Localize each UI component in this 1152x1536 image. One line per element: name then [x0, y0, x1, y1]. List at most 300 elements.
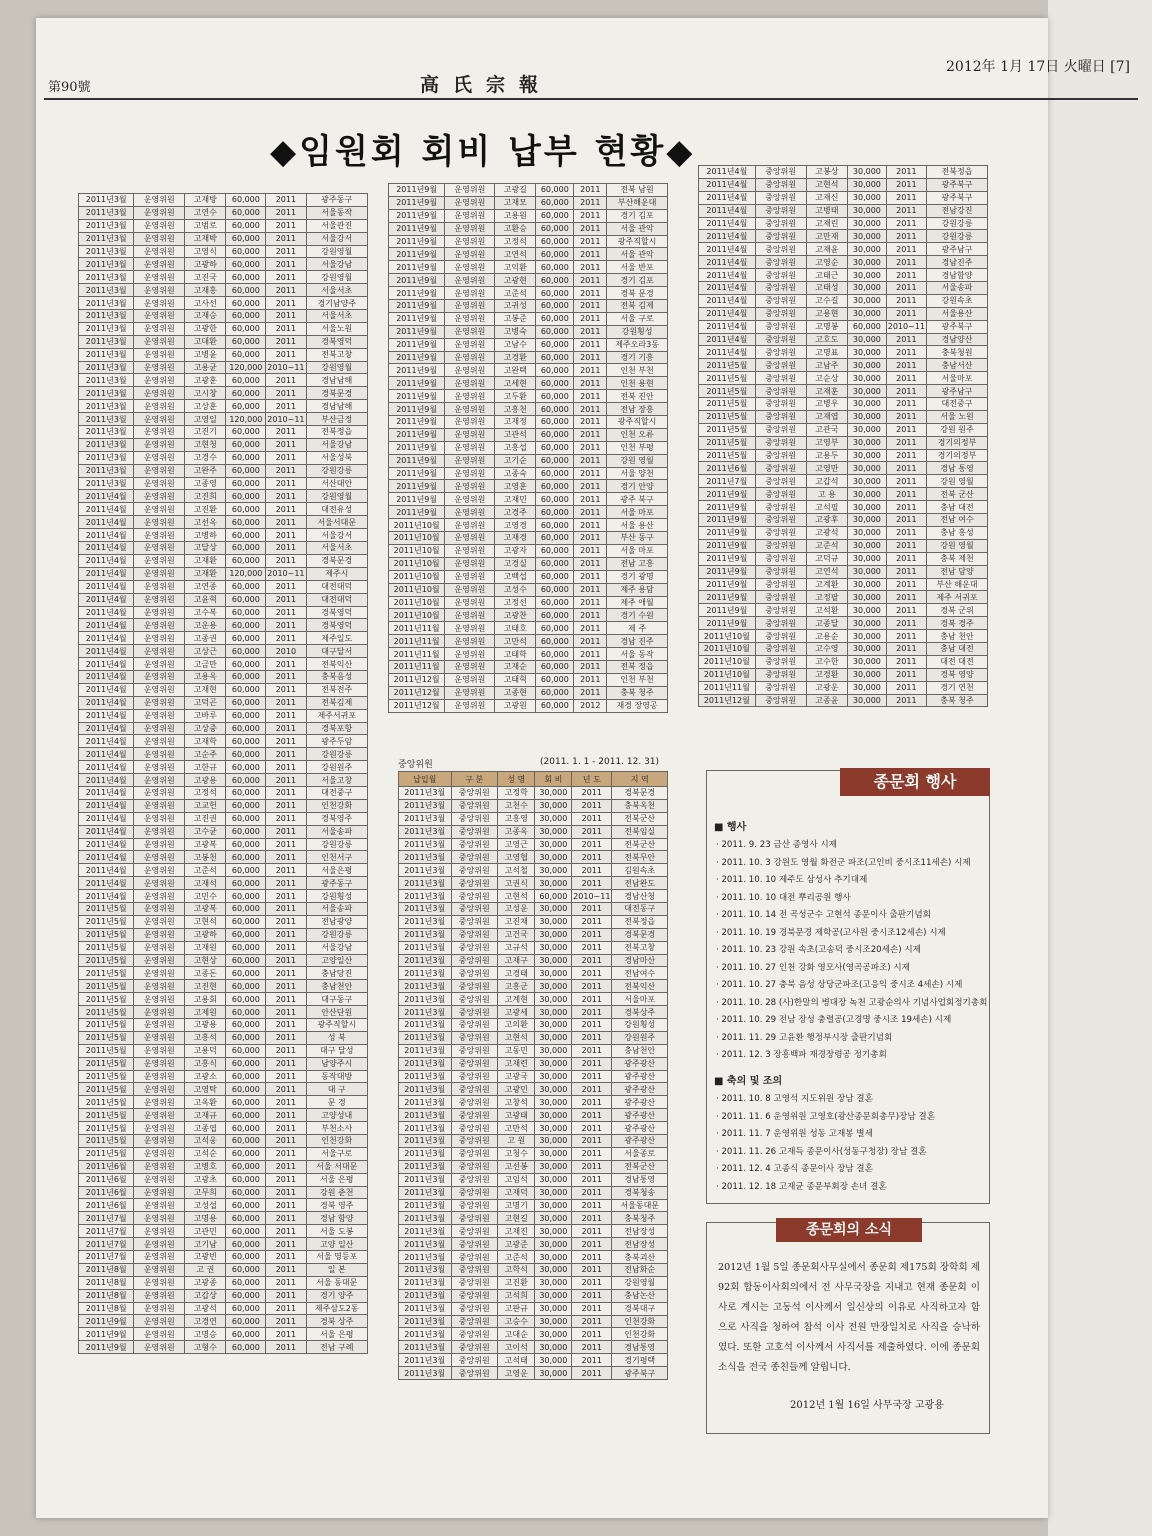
table-cell: 30,000 [848, 359, 887, 372]
table-cell: 2011 [572, 993, 612, 1006]
table-cell: 고대순 [498, 1328, 535, 1341]
table-row [699, 410, 988, 423]
table-row [79, 980, 368, 993]
table-cell: 고양성내 [306, 1109, 367, 1122]
table-cell: 120,000 [226, 361, 266, 374]
table-cell: 60,000 [226, 683, 266, 696]
table-cell: 2011년3월 [399, 799, 452, 812]
table-row [699, 217, 988, 230]
table-cell: 광주남구 [926, 243, 987, 256]
table-cell: 고영훈 [495, 480, 536, 493]
table-cell: 중앙위원 [451, 877, 498, 890]
table-cell: 30,000 [535, 1263, 572, 1276]
table-cell: 2011 [886, 372, 926, 385]
table-cell: 고교헌 [185, 799, 226, 812]
table-cell: 60,000 [226, 1083, 266, 1096]
table-cell: 2011 [572, 1225, 612, 1238]
table-cell: 운영위원 [445, 184, 495, 197]
table-cell: 고광용 [185, 1019, 226, 1032]
table-cell: 강원강릉 [306, 838, 367, 851]
table-cell: 고병태 [806, 204, 847, 217]
news-title: 종문회의 소식 [776, 1218, 922, 1242]
table-cell: 60,000 [226, 284, 266, 297]
table-cell: 60,000 [536, 480, 574, 493]
table-cell: 고계환 [806, 578, 847, 591]
table-cell: 고대환 [185, 335, 226, 348]
table-cell: 30,000 [848, 501, 887, 514]
table-cell: 제주오라3동 [607, 338, 668, 351]
table-row [79, 1173, 368, 1186]
table-cell: 운영위원 [134, 761, 185, 774]
table-cell: 2011 [266, 967, 306, 980]
table-cell: 2011 [572, 1006, 612, 1019]
table-cell: 2011년4월 [79, 722, 134, 735]
table-row [389, 699, 668, 712]
table-cell: 서울 서대문 [306, 1160, 367, 1173]
table-cell: 2011년10월 [389, 532, 445, 545]
table-cell: 2011년3월 [399, 1367, 452, 1380]
table-cell: 60,000 [226, 722, 266, 735]
table-cell: 경북상주 [612, 1006, 668, 1019]
table-cell: 서울성북 [306, 451, 367, 464]
table-cell: 60,000 [536, 209, 574, 222]
table-cell: 운영위원 [445, 544, 495, 557]
table-row [389, 570, 668, 583]
table-row [389, 609, 668, 622]
table-cell: 2011 [266, 954, 306, 967]
table-cell: 30,000 [848, 269, 887, 282]
table-cell: 60,000 [536, 583, 574, 596]
table-row [399, 890, 668, 903]
table-row [399, 1019, 668, 1032]
table-cell: 고순주 [185, 748, 226, 761]
table-cell: 경북 영양 [926, 668, 987, 681]
table-cell: 서울 은평 [306, 1173, 367, 1186]
table-cell: 2011 [574, 686, 607, 699]
table-row [399, 993, 668, 1006]
table-cell: 운영위원 [445, 609, 495, 622]
table-cell: 2011 [886, 539, 926, 552]
table-cell: 30,000 [848, 668, 887, 681]
table-cell: 2011년3월 [399, 1057, 452, 1070]
table-cell: 2011 [886, 423, 926, 436]
table-cell: 중앙위원 [451, 799, 498, 812]
table-cell: 2011년12월 [389, 673, 445, 686]
table-cell: 2011년9월 [389, 209, 445, 222]
table-cell: 고청수 [498, 1147, 535, 1160]
table-cell: 고종영 [185, 477, 226, 490]
table-cell: 30,000 [848, 230, 887, 243]
table-cell: 충남서산 [926, 359, 987, 372]
table-cell: 2011년9월 [79, 1315, 134, 1328]
table-cell: 2011 [572, 787, 612, 800]
table-cell: 30,000 [535, 1109, 572, 1122]
table-row [699, 488, 988, 501]
table-cell: 운영위원 [134, 206, 185, 219]
table-row [699, 514, 988, 527]
table-cell: 2011 [886, 514, 926, 527]
table-cell: 2011년3월 [399, 1238, 452, 1251]
table-cell: 2011년9월 [389, 390, 445, 403]
table-cell: 고용현 [806, 307, 847, 320]
table-row [79, 490, 368, 503]
table-cell: 운영위원 [134, 451, 185, 464]
table-cell: 고광자 [495, 544, 536, 557]
table-cell: 2011년3월 [399, 1302, 452, 1315]
table-cell: 중앙위원 [451, 890, 498, 903]
table-cell: 2011년3월 [79, 297, 134, 310]
table-cell: 운영위원 [134, 632, 185, 645]
table-cell: 30,000 [535, 1057, 572, 1070]
table-cell: 고현길 [498, 1212, 535, 1225]
table-cell: 전북 김제 [607, 300, 668, 313]
table-cell: 서울 관악 [607, 222, 668, 235]
table-row [389, 544, 668, 557]
table-cell: 2011 [886, 449, 926, 462]
table-cell: 고재현 [185, 683, 226, 696]
table-cell: 운영위원 [134, 374, 185, 387]
table-cell: 경기 김포 [607, 274, 668, 287]
news-signature: 2012년 1월 16일 사무국장 고광용 [790, 1400, 944, 1411]
table-cell: 고광용 [185, 774, 226, 787]
table-cell: 중앙위원 [451, 1251, 498, 1264]
table-row [389, 390, 668, 403]
table-cell: 고수복 [185, 606, 226, 619]
table-row [399, 799, 668, 812]
table-cell: 2011년3월 [399, 954, 452, 967]
table-cell: 고흥영 [498, 812, 535, 825]
table-row [79, 812, 368, 825]
table-cell: 고재진 [498, 1225, 535, 1238]
table-cell: 운영위원 [134, 993, 185, 1006]
table-cell: 2011 [886, 488, 926, 501]
table-row [399, 1315, 668, 1328]
table-row [79, 890, 368, 903]
table-cell: 2011 [266, 593, 306, 606]
table-cell: 2011 [266, 284, 306, 297]
table-cell: 중앙위원 [755, 501, 806, 514]
table-cell: 중앙위원 [451, 1109, 498, 1122]
table-cell: 고명용 [185, 1212, 226, 1225]
table-cell: 2011년9월 [389, 493, 445, 506]
table-row [699, 372, 988, 385]
table-row [699, 333, 988, 346]
table-cell: 30,000 [848, 256, 887, 269]
table-cell: 중앙위원 [451, 954, 498, 967]
table-cell: 중앙위원 [451, 1044, 498, 1057]
table-cell: 2011년4월 [79, 516, 134, 529]
table-row [79, 413, 368, 426]
table-cell: 인천서구 [306, 851, 367, 864]
table-cell: 강원횡성 [607, 325, 668, 338]
table-row [399, 1173, 668, 1186]
table-cell: 2011 [572, 967, 612, 980]
table-cell: 광주직할시 [607, 235, 668, 248]
table-cell: 2011년9월 [389, 377, 445, 390]
table-row [79, 1044, 368, 1057]
table-row [389, 506, 668, 519]
table-cell: 30,000 [535, 1199, 572, 1212]
table-row [699, 294, 988, 307]
table-cell: 고세현 [495, 377, 536, 390]
table-cell: 30,000 [535, 1289, 572, 1302]
table-cell: 60,000 [226, 542, 266, 555]
table-cell: 2011 [572, 1238, 612, 1251]
table-cell: 60,000 [536, 428, 574, 441]
table-cell: 고수한 [806, 655, 847, 668]
table-cell: 운영위원 [134, 1251, 185, 1264]
table-cell: 2011년9월 [389, 416, 445, 429]
table-cell: 운영위원 [134, 516, 185, 529]
table-cell: 2011년4월 [699, 191, 756, 204]
table-cell: 광주직할시 [306, 1019, 367, 1032]
table-cell: 30,000 [848, 604, 887, 617]
table-cell: 운영위원 [445, 673, 495, 686]
table-cell: 2011 [266, 941, 306, 954]
table-cell: 운영위원 [445, 506, 495, 519]
table-cell: 2011년10월 [389, 570, 445, 583]
table-row [699, 475, 988, 488]
table-cell: 30,000 [535, 864, 572, 877]
table-cell: 고 용 [806, 488, 847, 501]
table-cell: 운영위원 [134, 284, 185, 297]
table-row [389, 312, 668, 325]
table-cell: 60,000 [536, 635, 574, 648]
table-cell: 고흥석 [185, 1031, 226, 1044]
table-cell: 2011년10월 [699, 630, 756, 643]
table-cell: 고종엽 [185, 1122, 226, 1135]
table-cell: 경기 수원 [607, 609, 668, 622]
table-cell: 운영위원 [134, 503, 185, 516]
table-cell: 고경환 [495, 351, 536, 364]
table-cell: 고진국 [185, 271, 226, 284]
table-cell: 충남 대전 [926, 501, 987, 514]
table-cell: 고광훈 [185, 374, 226, 387]
table-row [699, 501, 988, 514]
table-row [79, 1225, 368, 1238]
table-cell: 운영위원 [134, 219, 185, 232]
table-cell: 중앙위원 [451, 928, 498, 941]
table-cell: 2011 [572, 1289, 612, 1302]
table-cell: 2011 [266, 670, 306, 683]
table-cell: 60,000 [226, 1044, 266, 1057]
table-cell: 60,000 [226, 503, 266, 516]
table-cell: 전북정읍 [612, 915, 668, 928]
table-cell: 2011년9월 [699, 617, 756, 630]
table-row [79, 774, 368, 787]
table-cell: 30,000 [535, 941, 572, 954]
table-cell: 고재린 [806, 217, 847, 230]
table-cell: 2011년7월 [699, 475, 756, 488]
table-row [399, 1135, 668, 1148]
table-cell: 운영위원 [134, 890, 185, 903]
table-cell: 60,000 [226, 941, 266, 954]
table-cell: 고흥식 [185, 1057, 226, 1070]
table-cell: 2011년5월 [699, 398, 756, 411]
table-cell: 2011 [886, 166, 926, 179]
table-cell: 운영위원 [134, 1135, 185, 1148]
table-cell: 2011 [266, 297, 306, 310]
table-cell: 2011년3월 [399, 1031, 452, 1044]
table-cell: 중앙위원 [451, 1083, 498, 1096]
table-cell: 2012 [574, 699, 607, 712]
table-cell: 경북 영주 [306, 1199, 367, 1212]
table-cell: 고광초 [185, 1173, 226, 1186]
table-row [389, 209, 668, 222]
table-cell: 60,000 [536, 519, 574, 532]
table-cell: 2011 [886, 359, 926, 372]
event-item: · 2011. 10. 29 전남 장성 충렬공(고경명 중시조 19세손) 시제 [716, 1015, 952, 1025]
table-row [399, 1070, 668, 1083]
table-cell: 60,000 [536, 377, 574, 390]
table-cell: 2011 [886, 436, 926, 449]
table-cell: 운영위원 [445, 196, 495, 209]
table-cell: 고익환 [495, 261, 536, 274]
table-cell: 2011 [266, 542, 306, 555]
event-item: · 2011. 10. 27 인천 강화 영모사(영곡공파조) 시제 [716, 962, 910, 973]
table-cell: 중앙위원 [755, 178, 806, 191]
table-cell: 고귀성 [495, 300, 536, 313]
table-cell: 고현석 [806, 178, 847, 191]
table-row [79, 1083, 368, 1096]
table-row [399, 1289, 668, 1302]
table-cell: 2011 [266, 915, 306, 928]
table-cell: 2011년4월 [79, 748, 134, 761]
table-cell: 고진기 [185, 426, 226, 439]
table-cell: 2011년4월 [79, 877, 134, 890]
table-cell: 2011년4월 [699, 230, 756, 243]
table-cell: 고영일 [185, 413, 226, 426]
table-cell: 2011년4월 [79, 593, 134, 606]
table-cell: 30,000 [535, 1354, 572, 1367]
table-cell: 서울 노원 [926, 410, 987, 423]
table-cell: 고승수 [498, 1315, 535, 1328]
table-row [79, 451, 368, 464]
table-row [79, 206, 368, 219]
table-cell: 중앙위원 [755, 243, 806, 256]
table-cell: 30,000 [535, 1044, 572, 1057]
table-cell: 중앙위원 [451, 1289, 498, 1302]
table-cell: 30,000 [848, 514, 887, 527]
table-cell: 2011년9월 [389, 467, 445, 480]
table-cell: 60,000 [226, 1031, 266, 1044]
table-cell: 30,000 [848, 462, 887, 475]
table-cell: 2011 [886, 630, 926, 643]
table-cell: 중앙위원 [755, 372, 806, 385]
table-cell: 경북문경 [612, 928, 668, 941]
table-cell: 운영위원 [445, 493, 495, 506]
table-cell: 고재학 [185, 735, 226, 748]
table-cell: 2010~11 [267, 414, 305, 424]
table-cell: 중앙위원 [755, 668, 806, 681]
table-cell: 2011 [572, 1354, 612, 1367]
table-cell: 2011년3월 [399, 1160, 452, 1173]
table-cell: 2011년4월 [79, 761, 134, 774]
table-row [399, 1122, 668, 1135]
table-cell: 2011 [266, 1031, 306, 1044]
table-cell: 2011 [266, 851, 306, 864]
table-cell: 2011 [574, 261, 607, 274]
table-row [79, 670, 368, 683]
table-cell: 2011년3월 [79, 219, 134, 232]
table-cell: 2011년3월 [79, 194, 134, 207]
table-cell: 60,000 [226, 245, 266, 258]
table-row [79, 696, 368, 709]
table-cell: 남양주시 [306, 1057, 367, 1070]
table-cell: 운영위원 [134, 1263, 185, 1276]
table-row [699, 630, 988, 643]
table-cell: 광주광산 [612, 1109, 668, 1122]
table-cell: 2011 [266, 1341, 306, 1354]
table-row [79, 438, 368, 451]
table-cell: 2011년5월 [79, 941, 134, 954]
table-cell: 중앙위원 [451, 1019, 498, 1032]
table-cell: 2011년10월 [699, 668, 756, 681]
table-row [699, 591, 988, 604]
table-cell: 2011년9월 [389, 261, 445, 274]
table-cell: 2011년4월 [79, 606, 134, 619]
table-cell: 2011년3월 [79, 232, 134, 245]
table-cell: 2011 [266, 696, 306, 709]
table-cell: 2011 [266, 890, 306, 903]
table-cell: 2011년11월 [389, 622, 445, 635]
table-cell: 2011 [572, 1251, 612, 1264]
table-cell: 고병하 [185, 529, 226, 542]
table-cell: 60,000 [226, 232, 266, 245]
table-cell: 60,000 [226, 606, 266, 619]
table-cell: 운영위원 [134, 1173, 185, 1186]
table-cell: 2011년4월 [699, 178, 756, 191]
event-item: · 2011. 10. 19 경북문경 제학공(고사원 중시조12세손) 시제 [716, 927, 946, 938]
table-row [399, 928, 668, 941]
table-cell: 2011년8월 [79, 1302, 134, 1315]
table-cell: 2011년5월 [699, 372, 756, 385]
table-cell: 제주시 [306, 567, 367, 580]
table-cell: 2011년10월 [699, 642, 756, 655]
table-cell: 30,000 [848, 526, 887, 539]
table-cell: 전북군산 [612, 838, 668, 851]
column-header: 년 도 [572, 772, 612, 787]
table-cell: 2011년5월 [79, 915, 134, 928]
table-cell: 전남여수 [612, 967, 668, 980]
table-cell: 2011년11월 [389, 635, 445, 648]
table-cell: 2011년3월 [399, 1173, 452, 1186]
table-cell: 전북군산 [612, 1160, 668, 1173]
table-cell: 2011 [574, 519, 607, 532]
table-row [389, 287, 668, 300]
table-row [399, 903, 668, 916]
table-cell: 2011년7월 [79, 1238, 134, 1251]
table-cell: 충남 천안 [926, 630, 987, 643]
table-cell: 충북음성 [306, 670, 367, 683]
table-cell: 2011년5월 [79, 1122, 134, 1135]
table-cell: 60,000 [536, 686, 574, 699]
table-cell: 60,000 [226, 786, 266, 799]
table-cell: 광주광산 [612, 1135, 668, 1148]
table-cell: 2011 [572, 838, 612, 851]
table-row [389, 454, 668, 467]
table-cell: 30,000 [848, 178, 887, 191]
table-cell: 중앙위원 [451, 812, 498, 825]
table-cell: 서울은평 [306, 864, 367, 877]
table-row [79, 554, 368, 567]
table-cell: 30,000 [848, 217, 887, 230]
table-cell: 2011 [266, 258, 306, 271]
table-cell: 2011 [266, 554, 306, 567]
table-cell: 운영위원 [445, 325, 495, 338]
table-cell: 고만재 [806, 230, 847, 243]
table-cell: 중앙위원 [755, 307, 806, 320]
